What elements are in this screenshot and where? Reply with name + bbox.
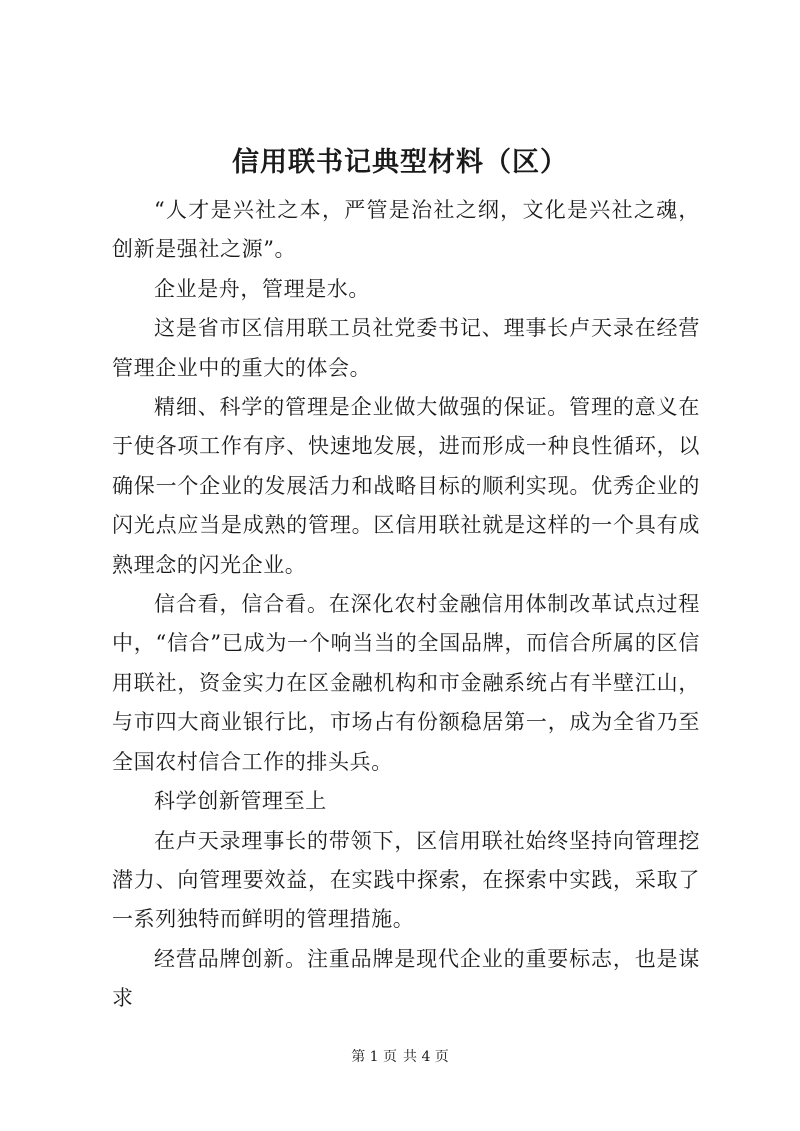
page-total: 共 4 页	[403, 1049, 449, 1065]
section-heading: 科学创新管理至上	[154, 789, 327, 814]
document-title: 信用联书记典型材料（区）	[232, 147, 568, 178]
paragraph: 信合看，信合看。在深化农村金融信用体制改革试点过程中，“信合”已成为一个响当当的全国品牌，而信合所属的区信用联社，资金实力在区金融机构和市金融系统占有半壁江山，与市四大商业银行比，市场占有份额稳居第一，成为全省乃至全国农村信合工作的排头兵。	[112, 592, 700, 774]
paragraph: 这是省市区信用联工员社党委书记、理事长卢天录在经营管理企业中的重大的体会。	[112, 316, 700, 380]
page-footer	[0, 1047, 800, 1067]
page-number: 第 1 页	[351, 1049, 397, 1065]
paragraph: “人才是兴社之本，严管是治社之纲，文化是兴社之魂，创新是强社之源”。	[112, 198, 700, 262]
document-body	[112, 191, 700, 1019]
paragraph: 精细、科学的管理是企业做大做强的保证。管理的意义在于使各项工作有序、快速地发展，进而形成一种良性循环，以确保一个企业的发展活力和战略目标的顺利实现。优秀企业的闪光点应当是成熟的管理。区信用联社就是这样的一个具有成熟理念的闪光企业。	[112, 395, 700, 577]
paragraph: 经营品牌创新。注重品牌是现代企业的重要标志，也是谋求	[112, 946, 700, 1011]
paragraph: 在卢天录理事长的带领下，区信用联社始终坚持向管理挖潜力、向管理要效益，在实践中探索，在探索中实践，采取了一系列独特而鲜明的管理措施。	[112, 828, 700, 932]
paragraph: 企业是舟，管理是水。	[154, 276, 370, 301]
